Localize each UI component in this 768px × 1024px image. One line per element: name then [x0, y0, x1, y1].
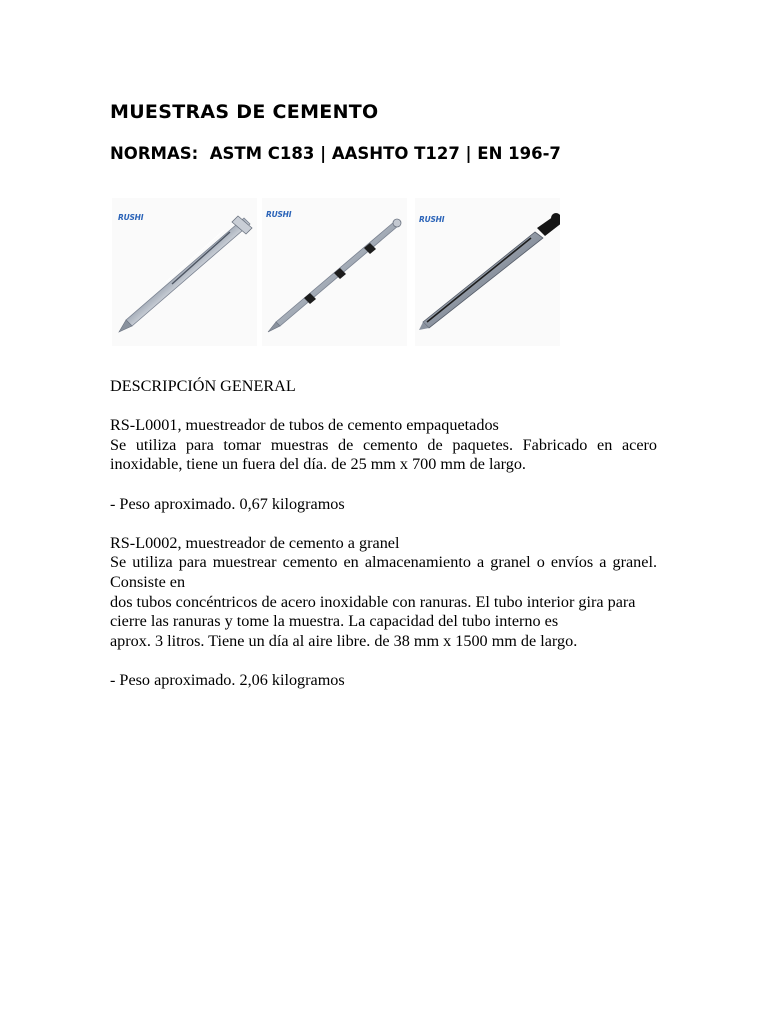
handled-probe-sampler-image [415, 198, 560, 346]
product-2-weight: - Peso aproximado. 2,06 kilogramos [110, 670, 345, 689]
standards-line: NORMAS: ASTM C183 | AASHTO T127 | EN 196-7 [110, 144, 561, 163]
brand-logo: RUSHI [266, 210, 292, 219]
packaged-cement-tube-sampler-image [112, 198, 257, 346]
brand-logo: RUSHI [118, 213, 144, 222]
product-1-weight: - Peso aproximado. 0,67 kilogramos [110, 494, 345, 513]
product-2-description-line-1: Se utiliza para muestrear cemento en almacenamiento a granel o envíos a granel. Consiste en [110, 553, 657, 591]
brand-logo: RUSHI [419, 215, 445, 224]
product-1-name: RS-L0001, muestreador de tubos de cemento empaquetados [110, 416, 499, 435]
sampler-2-graphic [262, 198, 407, 346]
section-heading: DESCRIPCIÓN GENERAL [110, 377, 296, 395]
product-2-description-line-3: cierre las ranuras y tome la muestra. La capacidad del tubo interno es [110, 612, 559, 631]
product-2-description-line-4: aprox. 3 litros. Tiene un día al aire libre. de 38 mm x 1500 mm de largo. [110, 631, 578, 650]
product-1-description: Se utiliza para tomar muestras de cemento de paquetes. Fabricado en acero inoxidable, tiene un fuera del día. de 25 mm x 700 mm de largo. [110, 435, 657, 474]
bulk-cement-slotted-sampler-image [262, 198, 407, 346]
document-body [110, 377, 657, 691]
product-2-description-line-2: dos tubos concéntricos de acero inoxidable con ranuras. El tubo interior gira para [110, 592, 636, 611]
product-images-row [110, 198, 570, 348]
document-title: MUESTRAS DE CEMENTO [110, 101, 379, 123]
product-2-name: RS-L0002, muestreador de cemento a granel [110, 533, 400, 552]
